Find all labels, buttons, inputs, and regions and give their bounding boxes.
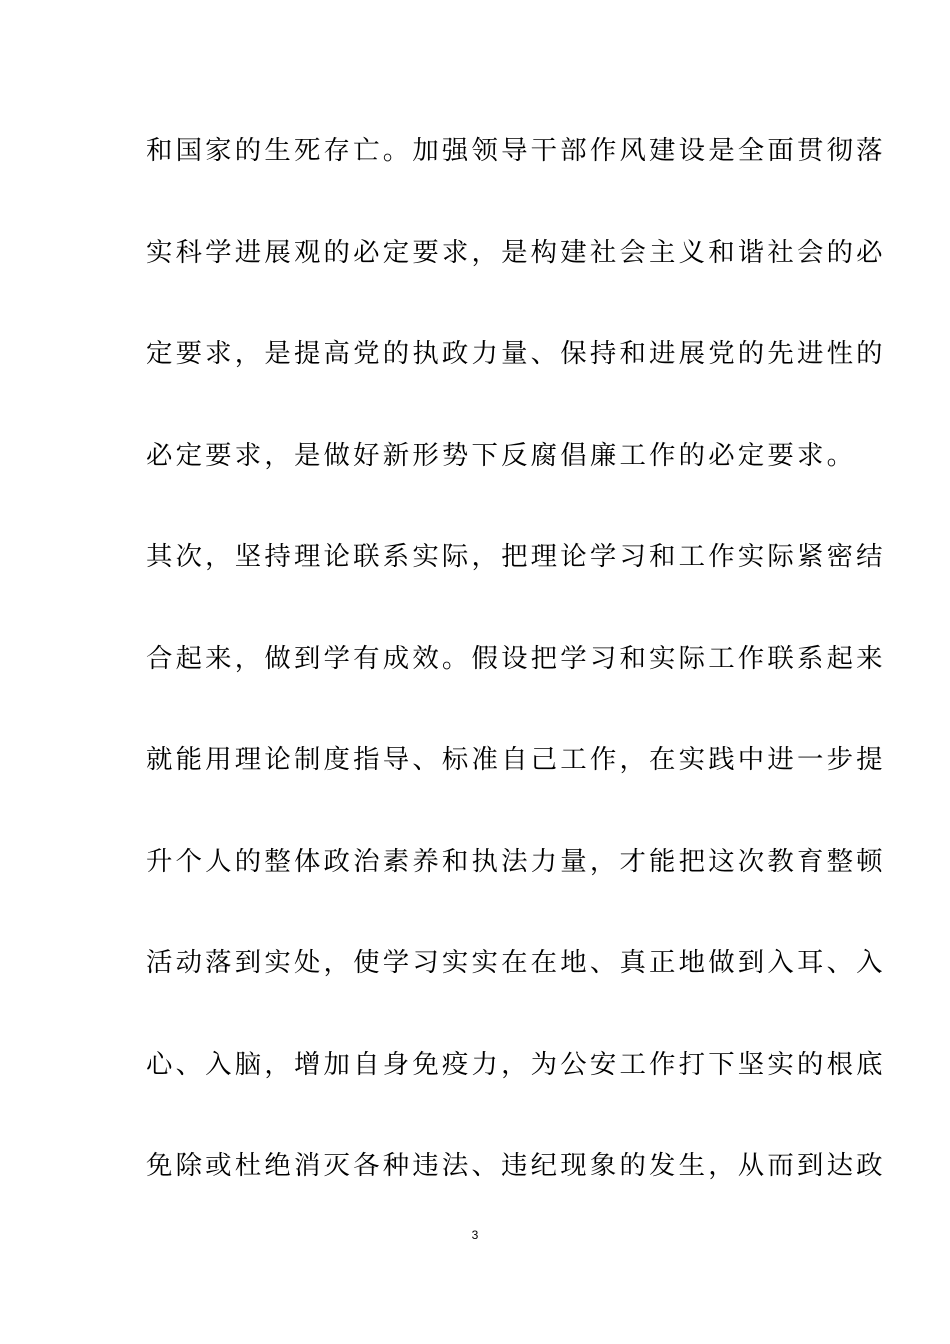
text-line: 心、入脑，增加自身免疫力，为公安工作打下坚实的根底 (146, 1048, 886, 1080)
text-line: 实科学进展观的必定要求，是构建社会主义和谐社会的必 (146, 236, 886, 268)
text-line: 必定要求，是做好新形势下反腐倡廉工作的必定要求。 (146, 439, 857, 471)
text-line: 免除或杜绝消灭各种违法、违纪现象的发生，从而到达政 (146, 1150, 886, 1181)
document-body (146, 125, 886, 1242)
text-line: 就能用理论制度指导、标准自己工作，在实践中进一步提 (146, 744, 886, 775)
text-line: 升个人的整体政治素养和执法力量，才能把这次教育整顿 (146, 845, 886, 877)
text-line: 合起来，做到学有成效。假设把学习和实际工作联系起来 (146, 642, 886, 674)
text-line: 其次，坚持理论联系实际，把理论学习和工作实际紧密结 (146, 541, 886, 572)
text-line: 活动落到实处，使学习实实在在地、真正地做到入耳、入 (146, 947, 886, 978)
text-line: 和国家的生死存亡。加强领导干部作风建设是全面贯彻落 (146, 135, 886, 166)
text-line: 定要求，是提高党的执政力量、保持和进展党的先进性的 (146, 338, 886, 369)
page-number: 3 (471, 1228, 479, 1242)
